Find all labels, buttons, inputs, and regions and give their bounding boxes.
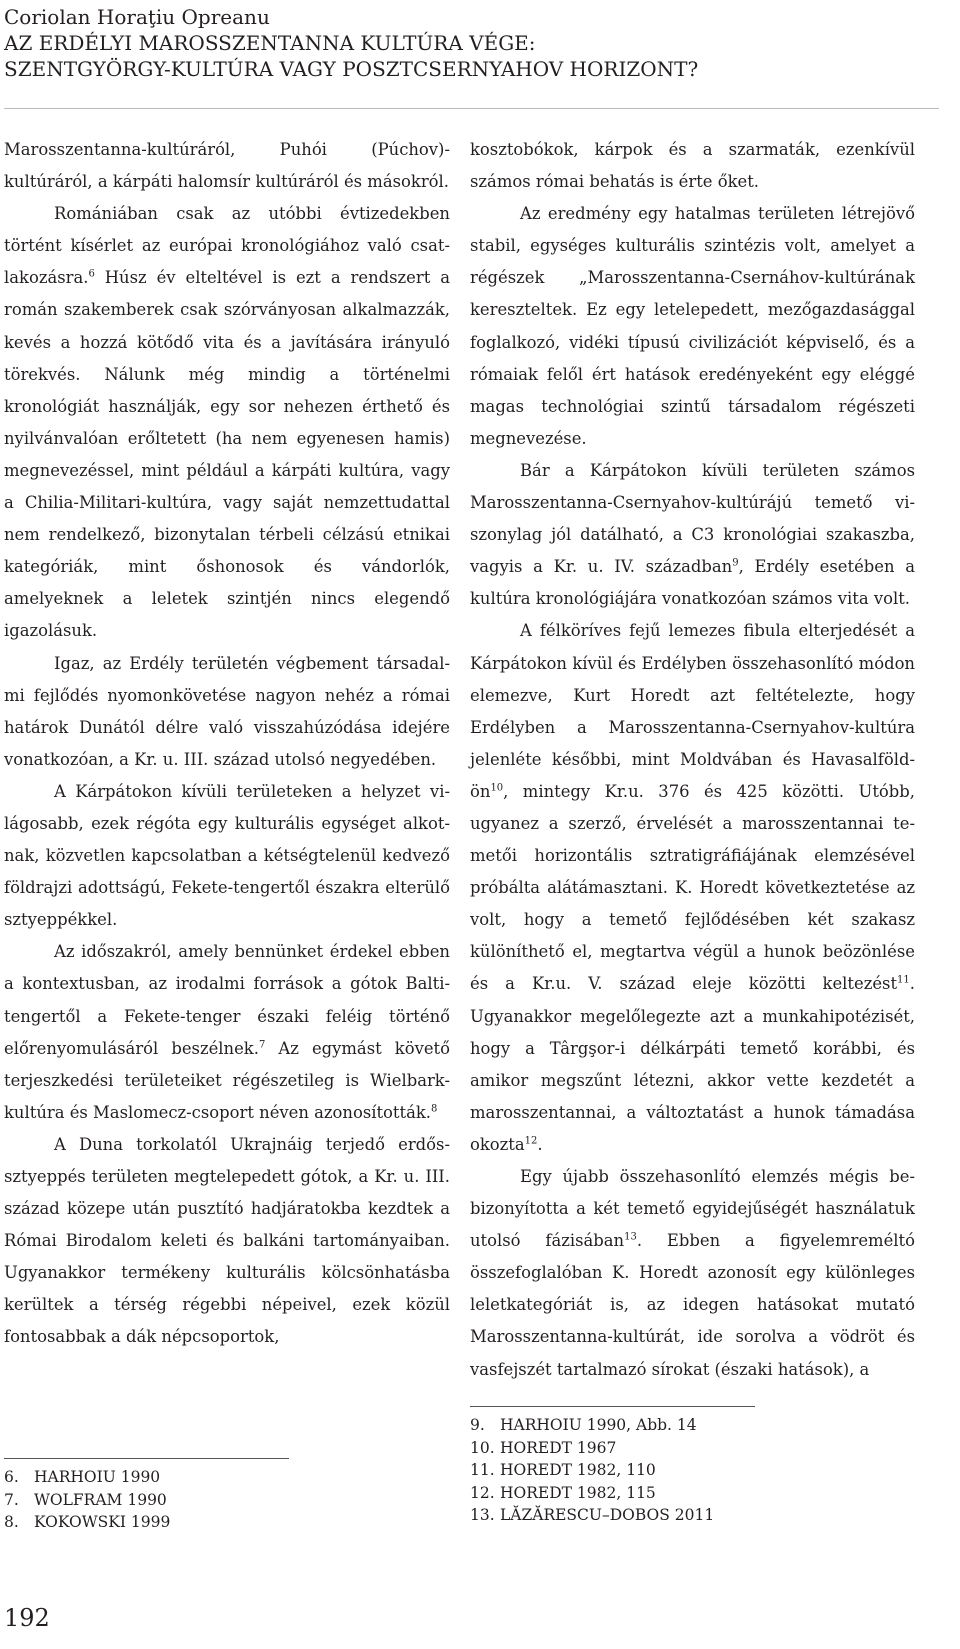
left-p2-text-b: Húsz év elteltével is ezt a rendszert a román szakemberek csak szórványosan alkalmazzák, kevés a hozzá kötődő vita és a javítására irányuló törekvés. Nálunk még mindig a történelmi kronológiát használják, egy sor nehezen érthető és nyilvánvalóan erőltetett (ha nem egyenesen hamis) megnevezéssel, mint például a kárpáti kultúra, vagy a Chilia-Militari-kultúra, vagy saját nemzettudattal nem rendelkező, bizonytalan térbeli célzású etnikai kategóriák, mint őshonosok és vándorlók, amelyeknek a leletek szintjén nincs elegendő igazolásuk.	[4, 268, 450, 641]
footnote-9	[470, 1414, 714, 1437]
left-footnotes	[4, 1466, 170, 1534]
footnote-13	[470, 1504, 714, 1527]
left-paragraph-4: A Kárpátokon kívüli területeken a helyzet világosabb, ezek régóta egy kulturális egységet alkotnak, közvetlen kapcsolatban a kétségtelenül kedvező földrajzi adottságú, Fekete-tengertől északra elterülő sztyeppékkel.	[4, 781, 450, 930]
right-p5-text-b: . Ebben a figyelemreméltó összefoglalóban K. Horedt azonosít egy különleges leletkategóriát is, az idegen hatásokat mutató Marosszentanna-kultúrát, ide sorolva a vödröt és vasfejszét tartalmazó sírokat (északi hatások), a	[470, 1231, 915, 1379]
left-p2-text-a: Romániában csak az utóbbi évtizedekben történt kísérlet az európai kronológiához való csatlakozásra.	[4, 204, 450, 288]
footnote-8	[4, 1511, 170, 1534]
footnote-10	[470, 1437, 714, 1460]
footnote-number: 9.	[470, 1416, 485, 1434]
left-paragraph-6: A Duna torkolatól Ukrajnáig terjedő erdőssztyeppés területen megtelepedett gótok, a Kr. u. III. század közepe után pusztító hadjáratokba kezdtek a Római Birodalom keleti és balkáni tartományaiban. Ugyanakkor termékeny kulturális kölcsönhatásba kerültek a térség régebbi népeivel, ezek közül fontosabbak a dák népcsoportok,	[4, 1134, 450, 1347]
left-footnote-rule	[4, 1458, 289, 1459]
footnote-number: 12.	[470, 1483, 495, 1502]
left-p5-text-a: Az időszakról, amely bennünket érdekel ebben a kontextusban, az irodalmi források a gótok Balti-tengertől a Fekete-tenger északi feléig történő előrenyomulásáról beszélnek.	[4, 942, 450, 1058]
footnote-ref-12: 12	[524, 1135, 538, 1147]
footnote-text: HARHOIU 1990	[34, 1468, 161, 1486]
left-paragraph-5	[4, 936, 450, 1129]
header-title-line-1: AZ ERDÉLYI MAROSSZENTANNA KULTÚRA VÉGE:	[4, 31, 536, 55]
footnote-ref-9: 9	[732, 557, 739, 569]
right-p4-text-c: . Ugyanakkor megelőlegezte azt a munkahipotézisét, hogy a Târgşor-i délkárpáti temető korábbi, és amikor megszűnt létezni, akkor vette kezdetét a marosszentannai, a változtatást a hunok támadása okozta	[470, 974, 915, 1154]
right-paragraph-5	[470, 1161, 915, 1386]
header-author: Coriolan Horaţiu Opreanu	[4, 5, 270, 29]
left-column	[4, 134, 450, 1354]
right-footnote-rule	[470, 1406, 755, 1407]
footnote-12	[470, 1482, 714, 1505]
right-column	[470, 134, 915, 1386]
right-p4-text-d: .	[537, 1134, 543, 1154]
header-rule	[4, 108, 939, 109]
page-number: 192	[4, 1604, 50, 1632]
footnote-text: LĂZĂRESCU–DOBOS 2011	[500, 1506, 715, 1524]
right-paragraph-2: Az eredmény egy hatalmas területen létrejövő stabil, egységes kulturális szintézis volt, amelyet a régészek „Marosszentanna-Csernáhov-kultúrának kereszteltek. Ez egy letelepedett, mezőgazdasággal foglalkozó, vidéki típusú civilizációt képviselő, és a rómaiak felől ért hatások eredényeként egy eléggé magas technológiai szintű társadalom régészeti megnevezése.	[470, 204, 915, 448]
footnote-ref-11: 11	[897, 974, 910, 986]
footnote-number: 10.	[470, 1438, 495, 1457]
right-p5-text-a: Egy újabb összehasonlító elemzés mégis bebizonyította a két temető egyidejűségét használatuk utolsó fázisában	[470, 1167, 915, 1251]
right-p3-text-a: Bár a Kárpátokon kívüli területen számos Marosszentanna-Csernyahov-kultúrájú temető viszonylag jól datálható, a C3 kronológiai szakaszba, vagyis a Kr. u. IV. században	[470, 460, 915, 577]
footnote-text: HARHOIU 1990, Abb. 14	[500, 1416, 697, 1434]
footnote-6	[4, 1466, 170, 1489]
footnote-number: 11.	[470, 1461, 495, 1479]
footnote-ref-6: 6	[88, 268, 95, 280]
running-header	[4, 4, 944, 82]
left-paragraph-2	[4, 198, 450, 647]
footnote-ref-10: 10	[490, 782, 504, 794]
right-paragraph-3	[470, 455, 915, 615]
footnote-text: WOLFRAM 1990	[34, 1490, 167, 1509]
footnote-number: 8.	[4, 1513, 19, 1531]
right-p3-text-b: , Erdély esetében a kultúra kronológiájára vonatkozóan számos vita volt.	[470, 557, 915, 609]
right-paragraph-4	[470, 615, 915, 1161]
footnote-number: 7.	[4, 1490, 19, 1509]
footnote-7	[4, 1489, 170, 1512]
right-p4-text-a: A félköríves fejű lemezes fibula elterjedését a Kárpátokon kívül és Erdélyben összehasonlító módon elemezve, Kurt Horedt azt feltételezte, hogy Erdélyben a Marosszentanna-Csernyahov-kultúra jelenléte későbbi, mint Moldvában és Havasalföldön	[470, 621, 915, 801]
footnote-number: 6.	[4, 1468, 19, 1486]
right-p4-text-b: , mintegy Kr.u. 376 és 425 közötti. Utóbb, ugyanez a szerző, érvelését a marosszentannai temetői horizontális sztratigráfiájának elemzésével próbálta alátámasztani. K. Horedt következtetése az volt, hogy a temető fejlődésében két szakasz különíthető el, megtartva végül a hunok beözönlése és a Kr.u. V. század eleje közötti keltezést	[470, 781, 915, 994]
footnote-ref-13: 13	[624, 1231, 637, 1243]
footnote-11	[470, 1459, 714, 1482]
footnote-ref-8: 8	[431, 1103, 438, 1115]
left-p5-text-b: Az egymást követő terjeszkedési területeiket régészetileg is Wielbark-kultúra és Maslomecz-csoport néven azonosították.	[4, 1038, 450, 1122]
footnote-number: 13.	[470, 1506, 495, 1524]
footnote-text: HOREDT 1982, 110	[500, 1461, 656, 1479]
footnote-text: HOREDT 1967	[500, 1438, 617, 1457]
right-footnotes	[470, 1414, 714, 1527]
right-paragraph-1: kosztobókok, kárpok és a szarmaták, ezenkívül számos római behatás is érte őket.	[470, 140, 915, 192]
footnote-text: KOKOWSKI 1999	[34, 1513, 171, 1531]
header-title-line-2: SZENTGYÖRGY-KULTÚRA VAGY POSZTCSERNYAHOV HORIZONT?	[4, 57, 699, 81]
footnote-text: HOREDT 1982, 115	[500, 1483, 656, 1502]
left-paragraph-1: Marosszentanna-kultúráról, Puhói (Púchov)-kultúráról, a kárpáti halomsír kultúráról és másokról.	[4, 140, 450, 192]
left-paragraph-3: Igaz, az Erdély területén végbement társadalmi fejlődés nyomonkövetése nagyon nehéz a római határok Dunától délre való visszahúzódása idejére vonatkozóan, a Kr. u. III. század utolsó negyedében.	[4, 653, 450, 769]
footnote-ref-7: 7	[258, 1039, 266, 1051]
